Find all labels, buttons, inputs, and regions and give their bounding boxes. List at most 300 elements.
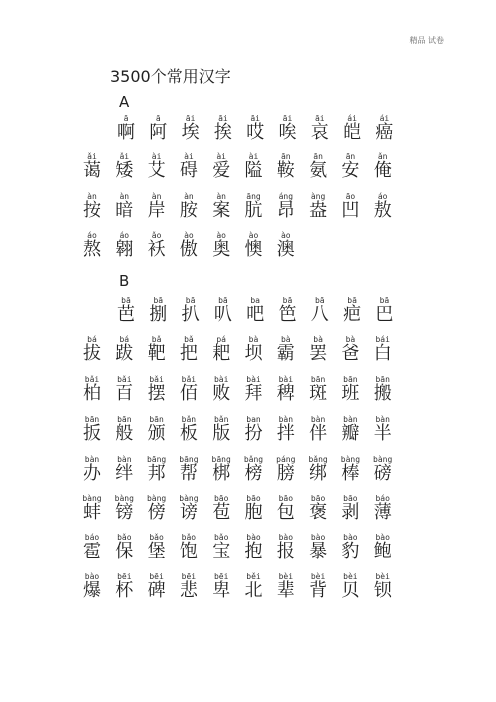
hanzi-character: 办 [83,463,101,484]
char-cell [334,192,366,221]
pinyin-label: àn [151,192,162,201]
pinyin-label: bàng [82,494,102,503]
char-cell [207,114,239,143]
pinyin-label: bān [375,375,390,384]
char-cell [142,114,174,143]
hanzi-character: 熬 [83,239,101,260]
char-cell [239,114,271,143]
char-cell [108,572,140,601]
char-cell [302,572,334,601]
char-cell [302,192,334,221]
char-cell [141,415,173,444]
char-cell [270,455,302,484]
char-cell [76,572,108,601]
pinyin-label: bàn [343,415,358,424]
pinyin-label: bā [314,296,325,305]
char-cell [76,231,108,260]
hanzi-character: 捌 [149,304,168,325]
pinyin-label: bǎi [181,375,197,384]
pinyin-label: bǎ [151,335,162,344]
pinyin-label: àng [310,192,326,201]
char-cell [367,415,399,444]
hanzi-character: 褒 [309,502,328,523]
hanzi-character: 剥 [341,502,360,523]
pinyin-label: bā [121,296,131,305]
pinyin-label: bà [280,335,291,344]
hanzi-character: 霸 [276,343,295,364]
char-cell [110,114,142,143]
hanzi-character: 贝 [341,580,360,601]
hanzi-character: 靶 [147,343,166,364]
char-cell [141,494,173,523]
hanzi-character: 哎 [246,122,265,143]
char-cell [367,572,399,601]
hanzi-character: 摆 [147,383,166,404]
char-cell [334,415,366,444]
char-cell [76,494,108,523]
hanzi-character: 爱 [212,160,231,181]
char-cell [367,192,399,221]
pinyin-label: ào [184,231,194,240]
pinyin-label: bān [84,415,100,424]
pinyin-label: ái [347,114,357,123]
hanzi-character: 皑 [343,122,362,143]
char-cell [238,192,270,221]
pinyin-label: páng [276,455,296,464]
hanzi-character: 饱 [179,541,198,562]
pinyin-label: bǎng [243,455,264,464]
char-cell [238,572,270,601]
pinyin-label: bā [153,296,164,305]
char-cell [108,231,140,260]
hanzi-character: 斑 [309,383,328,404]
pinyin-label: bài [246,375,261,384]
hanzi-character: 啊 [117,122,135,143]
char-cell [173,455,205,484]
hanzi-character: 叭 [213,304,232,325]
hanzi-character: 板 [179,423,198,444]
pinyin-label: bāo [343,494,358,503]
char-cell [336,114,368,143]
hanzi-character: 吧 [246,304,265,325]
char-cell [238,494,270,523]
hanzi-character: 爆 [83,580,101,601]
pinyin-label: āng [246,192,261,201]
pinyin-label: bǎi [84,375,100,384]
char-cell [205,335,237,364]
char-cell [108,415,140,444]
char-cell [205,533,237,562]
hanzi-character: 翱 [115,239,134,260]
char-cell [367,335,399,364]
pinyin-label: āi [314,114,325,123]
hanzi-character: 梆 [212,463,231,484]
pinyin-label: bèi [310,572,326,581]
char-cell [141,572,173,601]
char-cell [76,415,108,444]
char-cell [270,494,302,523]
hanzi-character: 稗 [276,383,295,404]
hanzi-character: 豹 [341,541,360,562]
char-cell [270,375,302,404]
pinyin-label: ǎn [377,152,388,161]
char-cell [173,494,205,523]
char-cell [76,375,108,404]
char-cell [173,152,205,181]
hanzi-character: 伴 [309,423,328,444]
pinyin-label: bēi [213,572,229,581]
pinyin-label: bāo [278,494,294,503]
pinyin-label: bǎi [117,375,132,384]
pinyin-label: bàn [375,415,390,424]
hanzi-character: 敖 [373,200,392,221]
hanzi-character: 拜 [244,383,263,404]
pinyin-label: báo [375,494,390,503]
hanzi-character: 暗 [115,200,134,221]
hanzi-character: 爸 [341,343,360,364]
hanzi-character: 阿 [149,122,168,143]
pinyin-label: ài [184,152,194,161]
char-cell [238,415,270,444]
pinyin-label: ài [216,152,226,161]
pinyin-label: bào [310,533,326,542]
char-cell [173,375,205,404]
char-cell [238,231,270,260]
hanzi-character: 盎 [309,200,328,221]
char-cell [141,152,173,181]
pinyin-label: bàng [114,494,134,503]
hanzi-character: 包 [276,502,295,523]
pinyin-label: ba [250,296,260,305]
hanzi-character: 岸 [147,200,166,221]
pinyin-label: bàn [117,455,132,464]
hanzi-character: 把 [179,343,198,364]
char-cell [205,572,237,601]
hanzi-character: 袄 [147,239,166,260]
char-cell [334,152,366,181]
hanzi-character: 拌 [276,423,295,444]
hanzi-character: 艾 [147,160,166,181]
char-cell [108,455,140,484]
pinyin-label: bào [84,572,100,581]
hanzi-character: 氨 [309,160,328,181]
char-row [0,114,496,154]
hanzi-character: 案 [212,200,231,221]
pinyin-label: áo [377,192,388,201]
pinyin-label: bào [278,533,294,542]
char-cell [270,335,302,364]
hanzi-character: 巴 [375,304,394,325]
pinyin-label: àn [119,192,130,201]
char-cell [368,114,400,143]
pinyin-label: bǎo [213,533,229,542]
char-cell [173,572,205,601]
hanzi-character: 笆 [278,304,297,325]
char-cell [205,494,237,523]
pinyin-label: bá [87,335,97,344]
char-cell [302,415,334,444]
hanzi-character: 版 [212,423,231,444]
pinyin-label: bā [185,296,196,305]
char-cell [141,375,173,404]
hanzi-character: 宝 [212,541,231,562]
char-cell [141,455,173,484]
char-cell [368,296,400,325]
char-cell [141,335,173,364]
char-cell [175,114,207,143]
char-cell [108,375,140,404]
pinyin-label: bāo [310,494,326,503]
pinyin-label: ào [216,231,226,240]
char-cell [304,114,336,143]
pinyin-label: bā [282,296,293,305]
char-cell [304,296,336,325]
char-cell [367,152,399,181]
hanzi-character: 瓣 [341,423,360,444]
hanzi-character: 安 [341,160,360,181]
char-row [0,572,496,612]
char-cell [270,572,302,601]
hanzi-character: 鲍 [373,541,392,562]
hanzi-character: 傲 [179,239,198,260]
hanzi-character: 拔 [83,343,101,364]
pinyin-label: bǎo [149,533,164,542]
pinyin-label: āi [185,114,196,123]
char-cell [173,192,205,221]
char-cell [302,455,334,484]
hanzi-character: 唉 [278,122,297,143]
pinyin-label: bāng [211,455,231,464]
char-cell [108,335,140,364]
char-cell [238,455,270,484]
pinyin-label: bǎn [181,415,197,424]
char-cell [76,152,108,181]
hanzi-character: 耙 [212,343,231,364]
char-cell [334,572,366,601]
char-cell [238,152,270,181]
char-cell [270,192,302,221]
hanzi-character: 蚌 [83,502,101,523]
char-cell [302,152,334,181]
pinyin-label: bàn [310,415,326,424]
pinyin-label: àn [216,192,226,201]
char-cell [76,533,108,562]
pinyin-label: āi [282,114,293,123]
pinyin-label: bēi [149,572,164,581]
pinyin-label: ā [123,114,129,123]
pinyin-label: bān [343,375,358,384]
hanzi-character: 傍 [147,502,166,523]
hanzi-character: 扳 [83,423,101,444]
hanzi-character: 芭 [117,304,135,325]
char-row [0,296,496,336]
hanzi-character: 白 [373,343,392,364]
pinyin-label: àn [87,192,97,201]
char-cell [302,533,334,562]
pinyin-label: bēi [181,572,197,581]
pinyin-label: bā [218,296,228,305]
hanzi-character: 抱 [244,541,263,562]
hanzi-character: 钡 [373,580,392,601]
hanzi-character: 绊 [115,463,134,484]
hanzi-character: 胞 [244,502,263,523]
char-cell [334,375,366,404]
hanzi-character: 邦 [147,463,166,484]
pinyin-label: bān [117,415,132,424]
pinyin-label: pá [216,335,226,344]
char-cell [142,296,174,325]
char-cell [238,375,270,404]
char-row [0,152,496,192]
pinyin-label: bǎng [308,455,328,464]
char-cell [141,192,173,221]
hanzi-character: 坝 [244,343,263,364]
section-letter-b: B [119,272,130,290]
char-cell [110,296,142,325]
char-cell [205,415,237,444]
hanzi-character: 棒 [341,463,360,484]
pinyin-label: bà [313,335,323,344]
pinyin-label: ān [313,152,323,161]
char-row [0,533,496,573]
hanzi-character: 澳 [276,239,295,260]
pinyin-label: bān [149,415,164,424]
pinyin-label: ǎi [119,152,130,161]
pinyin-label: bǎo [181,533,197,542]
char-row [0,192,496,232]
char-row [0,335,496,375]
char-cell [205,152,237,181]
pinyin-label: áo [119,231,130,240]
char-row [0,415,496,455]
hanzi-character: 半 [373,423,392,444]
char-row [0,455,496,495]
pinyin-label: bǎn [213,415,229,424]
pinyin-label: ào [248,231,259,240]
hanzi-character: 昂 [276,200,295,221]
char-cell [76,192,108,221]
char-cell [334,494,366,523]
pinyin-label: ǎo [151,231,162,240]
hanzi-character: 雹 [83,541,101,562]
header-tag: 精品 试卷 [409,36,444,45]
char-cell [173,335,205,364]
hanzi-character: 凹 [341,200,360,221]
pinyin-label: bāng [146,455,167,464]
hanzi-character: 按 [83,200,101,221]
hanzi-character: 搬 [373,383,392,404]
hanzi-character: 矮 [115,160,134,181]
hanzi-character: 杯 [115,580,134,601]
pinyin-label: ào [280,231,291,240]
pinyin-label: áo [87,231,97,240]
char-cell [76,455,108,484]
hanzi-character: 跋 [115,343,134,364]
hanzi-character: 报 [276,541,295,562]
pinyin-label: ān [280,152,291,161]
char-cell [205,375,237,404]
hanzi-character: 蔼 [83,160,101,181]
hanzi-character: 罢 [309,343,328,364]
pinyin-label: bái [375,335,390,344]
pinyin-label: bā [379,296,390,305]
hanzi-character: 北 [244,580,263,601]
hanzi-character: 颁 [147,423,166,444]
hanzi-character: 肮 [244,200,263,221]
pinyin-label: bā [347,296,357,305]
section-letter-a: A [119,93,130,111]
char-cell [334,455,366,484]
pinyin-label: bāng [179,455,199,464]
char-cell [108,192,140,221]
pinyin-label: āi [218,114,228,123]
pinyin-label: ái [379,114,390,123]
char-cell [76,335,108,364]
hanzi-character: 隘 [244,160,263,181]
pinyin-label: àn [184,192,194,201]
pinyin-label: báo [84,533,100,542]
char-cell [108,533,140,562]
char-cell [367,494,399,523]
char-cell [141,533,173,562]
char-row [0,375,496,415]
char-cell [336,296,368,325]
hanzi-character: 保 [115,541,134,562]
pinyin-label: bào [343,533,358,542]
char-cell [302,375,334,404]
pinyin-label: bāo [213,494,229,503]
hanzi-character: 佰 [179,383,198,404]
hanzi-character: 卑 [212,580,231,601]
pinyin-label: bá [119,335,130,344]
hanzi-character: 埃 [181,122,200,143]
char-cell [207,296,239,325]
hanzi-character: 班 [341,383,360,404]
char-cell [302,494,334,523]
pinyin-label: bàng [179,494,199,503]
char-cell [173,533,205,562]
hanzi-character: 疤 [343,304,362,325]
char-cell [270,231,302,260]
pinyin-label: āi [250,114,260,123]
char-row [0,494,496,534]
pinyin-label: bào [246,533,261,542]
hanzi-character: 败 [212,383,231,404]
pinyin-label: bèi [343,572,358,581]
char-cell [367,375,399,404]
char-cell [334,335,366,364]
char-cell [272,114,304,143]
char-cell [270,533,302,562]
hanzi-character: 绑 [309,463,328,484]
char-cell [238,335,270,364]
pinyin-label: bèi [375,572,390,581]
hanzi-character: 薄 [373,502,392,523]
hanzi-character: 碍 [179,160,198,181]
char-cell [270,415,302,444]
hanzi-character: 磅 [373,463,392,484]
pinyin-label: bēi [117,572,132,581]
pinyin-label: bān [310,375,326,384]
pinyin-label: bàn [84,455,100,464]
char-cell [205,192,237,221]
char-cell [108,494,140,523]
hanzi-character: 谤 [179,502,198,523]
pinyin-label: ǎi [87,152,97,161]
char-row [0,231,496,271]
hanzi-character: 悲 [179,580,198,601]
pinyin-label: bāo [246,494,261,503]
